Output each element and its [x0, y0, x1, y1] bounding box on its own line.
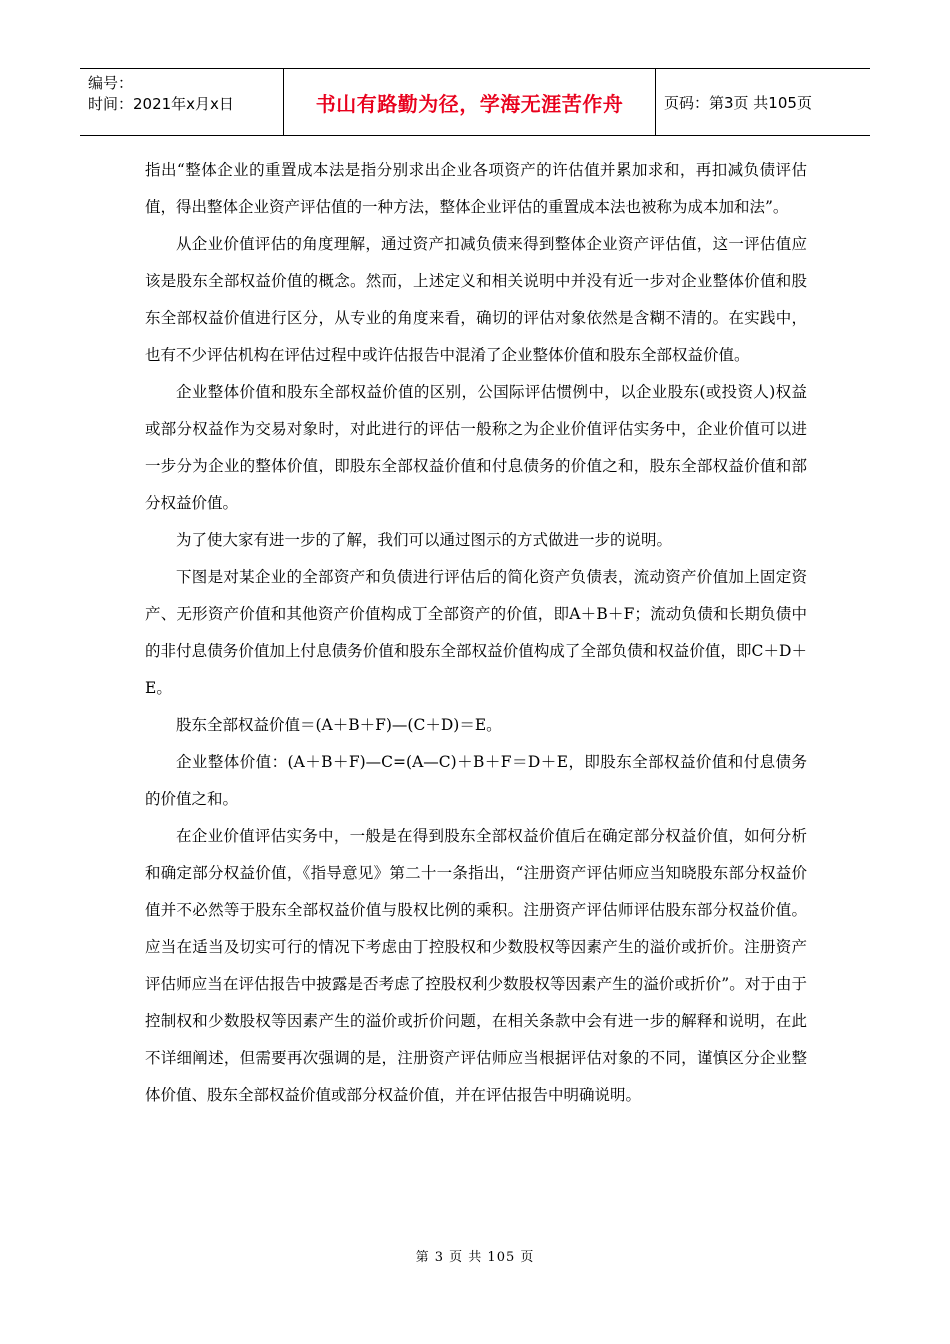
paragraph: 企业整体价值和股东全部权益价值的区别，公国际评估惯例中，以企业股东(或投资人)权益或部分权益作为交易对象时，对此进行的评估一般称之为企业价值评估实务中，企业价值可以进一步分为企业的整体价值，即股东全部权益价值和付息债务的价值之和，股东全部权益价值和部分权益价值。	[145, 383, 807, 512]
header-motto: 书山有路勤为径，学海无涯苦作舟	[283, 69, 656, 135]
date-label: 时间：2021年x月x日	[88, 95, 234, 113]
paragraph: 从企业价值评估的角度理解，通过资产扣减负债来得到整体企业资产评估值，这一评估值应该是股东全部权益价值的概念。然而，上述定义和相关说明中并没有近一步对企业整体价值和股东全部权益价值进行区分，从专业的角度来看，确切的评估对象依然是含糊不清的。在实践中，也有不少评估机构在评估过程中或许估报告中混淆了企业整体价值和股东全部权益价值。	[145, 235, 807, 364]
paragraph: 下图是对某企业的全部资产和负债进行评估后的简化资产负债表，流动资产价值加上固定资产、无形资产价值和其他资产价值构成丁全部资产的价值，即A＋B＋F；流动负债和长期负债中的非付息债务价值加上付息债务价值和股东全部权益价值构成了全部负债和权益价值，即C＋D＋E。	[145, 568, 807, 697]
paragraph: 指出“整体企业的重置成本法是指分别求出企业各项资产的许估值并累加求和，再扣减负债评估值，得出整体企业资产评估值的一种方法，整体企业评估的重置成本法也被称为成本加和法”。	[145, 161, 807, 216]
paragraph: 企业整体价值：(A＋B＋F)—C=(A—C)＋B＋F＝D＋E，即股东全部权益价值和付息债务的价值之和。	[145, 753, 807, 808]
page-header	[80, 68, 870, 136]
paragraph: 股东全部权益价值＝(A＋B＋F)—(C＋D)＝E。	[176, 716, 502, 734]
paragraph: 在企业价值评估实务中，一般是在得到股东全部权益价值后在确定部分权益价值，如何分析和确定部分权益价值，《指导意见》第二十一条指出，“注册资产评估师应当知晓股东部分权益价值并不必然等于股东全部权益价值与股权比例的乘积。注册资产评估师评估股东部分权益价值。应当在适当及切实可行的情况下考虑由丁控股权和少数股权等因素产生的溢价或折价。注册资产评估师应当在评估报告中披露是否考虑了控股权利少数股权等因素产生的溢价或折价”。对于由于控制权和少数股权等因素产生的溢价或折价问题，在相关条款中会有进一步的解释和说明，在此不详细阐述，但需要再次强调的是，注册资产评估师应当根据评估对象的不同，谨慎区分企业整体价值、股东全部权益价值或部分权益价值，并在评估报告中明确说明。	[145, 827, 807, 1104]
header-meta	[80, 69, 283, 135]
document-body	[145, 152, 807, 1114]
page-footer: 第 3 页 共 105 页	[415, 1250, 535, 1265]
header-page-info: 页码：第3页 共105页	[664, 93, 812, 112]
number-label: 编号：	[88, 74, 134, 92]
paragraph: 为了使大家有进一步的了解，我们可以通过图示的方式做进一步的说明。	[176, 531, 673, 549]
